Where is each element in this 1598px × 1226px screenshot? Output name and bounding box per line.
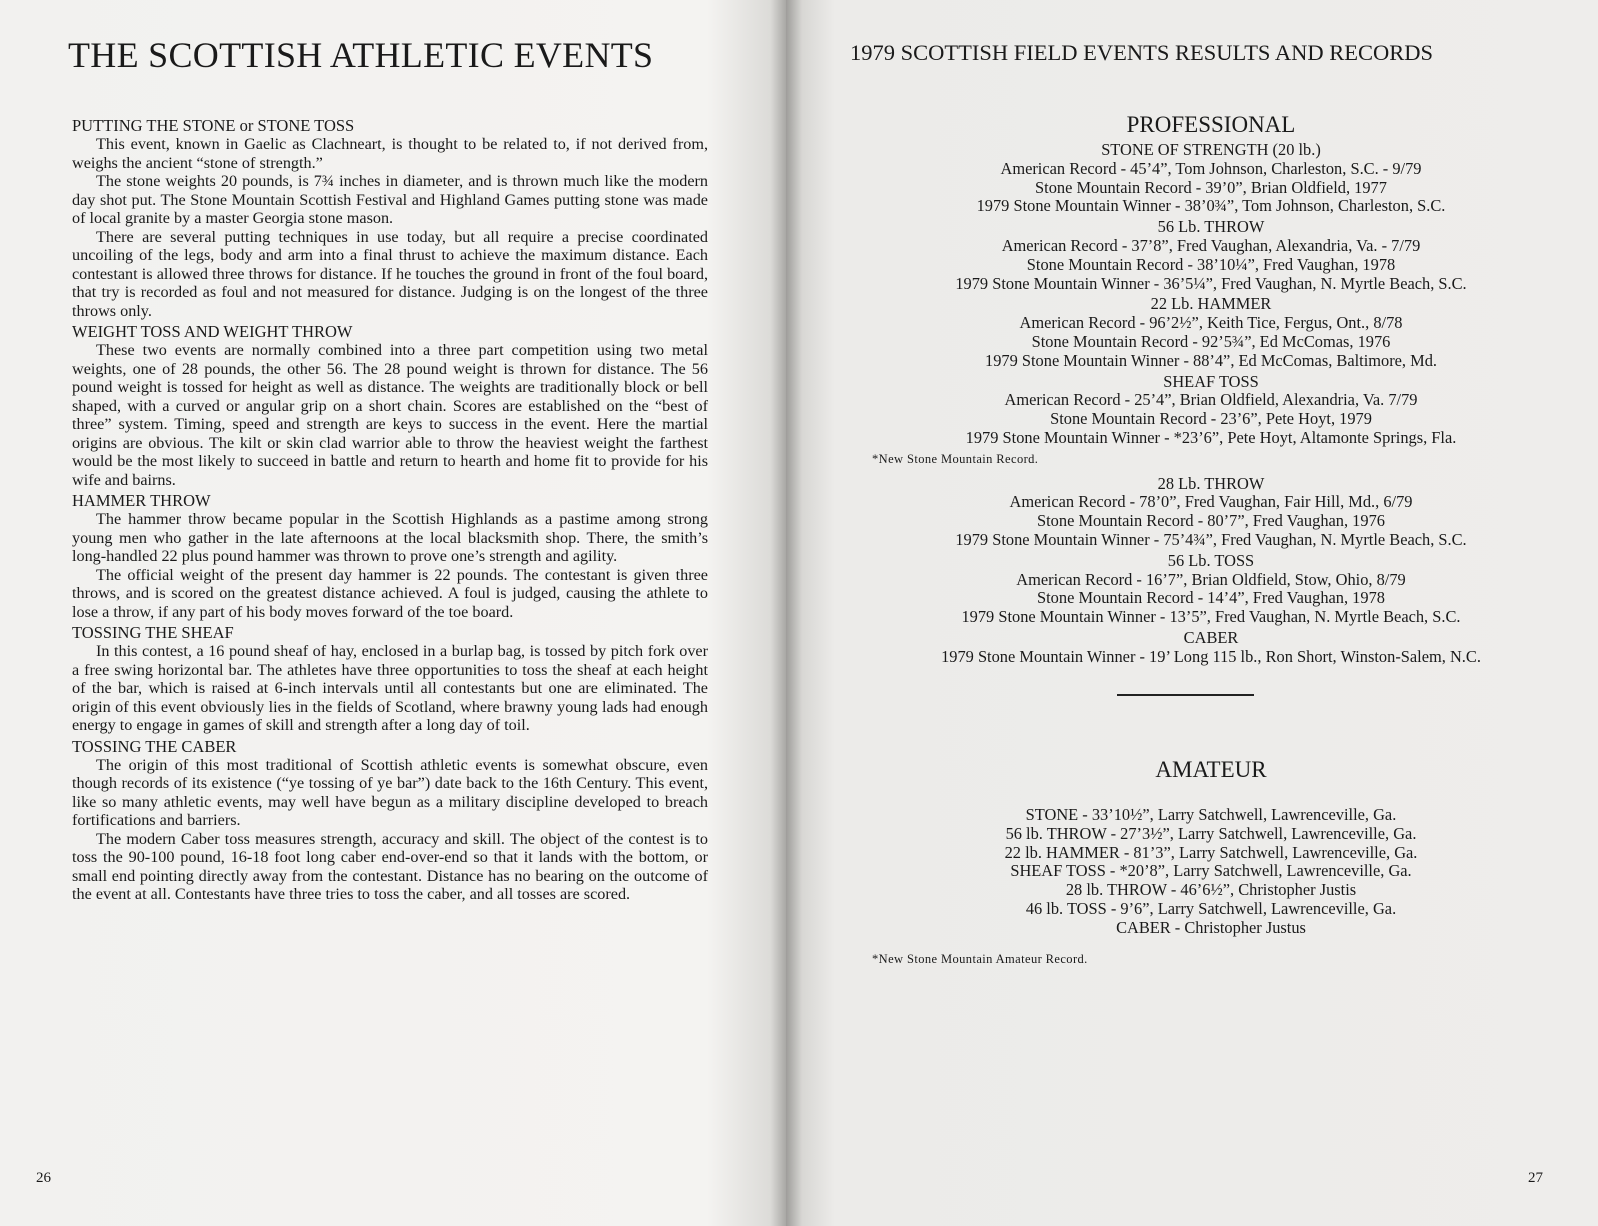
article-section bbox=[72, 322, 708, 489]
section-heading: TOSSING THE SHEAF bbox=[72, 623, 234, 642]
event-block bbox=[866, 295, 1556, 370]
article-section bbox=[72, 116, 708, 320]
event-name: 22 Lb. HAMMER bbox=[1150, 294, 1272, 314]
result-line: Stone Mountain Record - 23’6”, Pete Hoyt, 1979 bbox=[1050, 409, 1372, 429]
results-title: 1979 SCOTTISH FIELD EVENTS RESULTS AND RECORDS bbox=[850, 40, 1433, 65]
event-name: SHEAF TOSS bbox=[1163, 371, 1259, 391]
result-line: 1979 Stone Mountain Winner - 38’0¾”, Tom Johnson, Charleston, S.C. bbox=[976, 196, 1446, 216]
page-number: 27 bbox=[1528, 1170, 1543, 1186]
page-title: THE SCOTTISH ATHLETIC EVENTS bbox=[68, 35, 654, 75]
event-name: STONE OF STRENGTH (20 lb.) bbox=[1101, 140, 1321, 159]
event-block bbox=[866, 475, 1556, 550]
event-block bbox=[866, 552, 1556, 627]
paragraph: The official weight of the present day hammer is 22 pounds. The contestant is given three throws, and is scored on the greatest distance achieved. A foul is judged, causing the athlete to lose a throw, if any part of his body moves forward of the toe board. bbox=[72, 565, 708, 621]
page-number: 26 bbox=[36, 1170, 51, 1186]
result-line: Stone Mountain Record - 92’5¾”, Ed McComas, 1976 bbox=[1031, 331, 1391, 351]
section-heading: PUTTING THE STONE or STONE TOSS bbox=[72, 116, 355, 135]
result-line: 46 lb. TOSS - 9’6”, Larry Satchwell, Lawrenceville, Ga. bbox=[1025, 898, 1397, 918]
event-name: 56 Lb. TOSS bbox=[1167, 550, 1255, 570]
result-line: 1979 Stone Mountain Winner - 36’5¼”, Fred Vaughan, N. Myrtle Beach, S.C. bbox=[955, 273, 1467, 293]
event-name: CABER bbox=[1183, 627, 1239, 647]
left-page bbox=[0, 0, 786, 1226]
divider bbox=[1117, 694, 1254, 696]
paragraph: The hammer throw became popular in the Scottish Highlands as a pastime among strong young men who gather in the late afternoons at the local blacksmith shop. There, the smith’s long-handled 22 plus pound hammer was thrown to prove one’s strength and agility. bbox=[72, 510, 708, 565]
article-section bbox=[72, 491, 708, 621]
professional-heading: PROFESSIONAL bbox=[1126, 112, 1296, 137]
section-heading: WEIGHT TOSS AND WEIGHT THROW bbox=[72, 322, 353, 341]
result-line: CABER - Christopher Justus bbox=[1116, 917, 1306, 937]
footnote: *New Stone Mountain Amateur Record. bbox=[872, 951, 1088, 966]
section-heading: HAMMER THROW bbox=[72, 491, 211, 510]
result-line: Stone Mountain Record - 39’0”, Brian Oldfield, 1977 bbox=[1035, 177, 1387, 197]
result-line: Stone Mountain Record - 80’7”, Fred Vaughan, 1976 bbox=[1037, 511, 1385, 531]
footnote: *New Stone Mountain Record. bbox=[872, 451, 1039, 466]
paragraph: The stone weights 20 pounds, is 7¾ inches in diameter, and is thrown much like the modern day shot put. The Stone Mountain Scottish Festival and Highland Games putting stone was made of local granite by a master Georgia stone mason. bbox=[72, 172, 708, 227]
event-block bbox=[866, 218, 1556, 293]
result-line: 1979 Stone Mountain Winner - *23’6”, Pete Hoyt, Altamonte Springs, Fla. bbox=[965, 427, 1457, 447]
section-heading: TOSSING THE CABER bbox=[72, 736, 237, 756]
result-line: American Record - 37’8”, Fred Vaughan, Alexandria, Va. - 7/79 bbox=[1001, 235, 1421, 255]
result-line: 56 lb. THROW - 27’3½”, Larry Satchwell, Lawrenceville, Ga. bbox=[1005, 823, 1417, 843]
result-line: 1979 Stone Mountain Winner - 13’5”, Fred Vaughan, N. Myrtle Beach, S.C. bbox=[961, 607, 1461, 627]
paragraph: There are several putting techniques in use today, but all require a precise coordinated uncoiling of the legs, body and arm into a final thrust to achieve the maximum distance. Each contestant is allowed three throws for distance. If he touches the ground in front of the foul board, that try is recorded as foul and not measured for distance. Judging is on the longest of the three throws only. bbox=[72, 227, 708, 320]
result-line: STONE - 33’10½”, Larry Satchwell, Lawrenceville, Ga. bbox=[1025, 805, 1397, 824]
event-block bbox=[866, 629, 1556, 667]
result-line: 22 lb. HAMMER - 81’3”, Larry Satchwell, Lawrenceville, Ga. bbox=[1004, 842, 1418, 862]
paragraph: These two events are normally combined into a three part competition using two metal weights, one of 28 pounds, the other 56. The 28 pound weight is thrown for distance. The 56 pound weight is tossed for height as well as distance. The weights are traditionally block or bell shaped, with a curved or angular grip on a short chain. Scores are established on the “best of three” system. Timing, speed and strength are keys to success in the event. Here the martial origins are obvious. The kilt or skin clad warrior able to throw the heaviest weight the farthest would be the most likely to succeed in battle and return to hearth and home fit to provide for his wife and bairns. bbox=[72, 341, 708, 489]
result-line: 1979 Stone Mountain Winner - 88’4”, Ed McComas, Baltimore, Md. bbox=[985, 350, 1437, 370]
article-body bbox=[72, 116, 708, 906]
result-line: American Record - 16’7”, Brian Oldfield, Stow, Ohio, 8/79 bbox=[1016, 569, 1406, 589]
result-line: Stone Mountain Record - 38’10¼”, Fred Vaughan, 1978 bbox=[1026, 254, 1396, 274]
event-block bbox=[866, 373, 1556, 469]
result-line: American Record - 78’0”, Fred Vaughan, Fair Hill, Md., 6/79 bbox=[1009, 492, 1413, 512]
result-line: American Record - 25’4”, Brian Oldfield, Alexandria, Va. 7/79 bbox=[1004, 390, 1418, 410]
paragraph: In this contest, a 16 pound sheaf of hay, enclosed in a burlap bag, is tossed by pitch fork over a free swing horizontal bar. The athletes have three opportunities to toss the sheaf at each height of the bar, which is raised at 6-inch intervals until all contestants but one are eliminated. The origin of this event obviously lies in the fields of Scotland, where brawny young lads had enough energy to engage in games of skill and strength after a long day of toil. bbox=[72, 642, 708, 734]
event-block bbox=[866, 141, 1556, 216]
result-line: SHEAF TOSS - *20’8”, Larry Satchwell, Lawrenceville, Ga. bbox=[1010, 861, 1412, 881]
professional-section bbox=[866, 111, 1556, 669]
result-line: American Record - 96’2½”, Keith Tice, Fergus, Ont., 8/78 bbox=[1019, 313, 1403, 333]
amateur-section bbox=[866, 756, 1556, 974]
result-line: 1979 Stone Mountain Winner - 19’ Long 115 lb., Ron Short, Winston-Salem, N.C. bbox=[941, 646, 1481, 666]
result-line: American Record - 45’4”, Tom Johnson, Charleston, S.C. - 9/79 bbox=[1000, 158, 1422, 178]
article-section bbox=[72, 623, 708, 735]
result-line: 28 lb. THROW - 46’6½”, Christopher Justis bbox=[1065, 880, 1357, 900]
event-name: 56 Lb. THROW bbox=[1157, 217, 1265, 237]
paragraph: This event, known in Gaelic as Clachneart, is thought to be related to, if not derived from, weighs the ancient “stone of strength.” bbox=[72, 135, 708, 172]
article-section bbox=[72, 737, 708, 904]
result-line: Stone Mountain Record - 14’4”, Fred Vaughan, 1978 bbox=[1037, 588, 1385, 608]
amateur-heading: AMATEUR bbox=[1155, 757, 1267, 782]
event-name: 28 Lb. THROW bbox=[1157, 473, 1265, 493]
paragraph: The origin of this most traditional of Scottish athletic events is somewhat obscure, even though records of its existence (“ye tossing of ye bar”) date back to the 16th Century. This event, like so many athletic events, may well have begun as a military discipline developed to breach fortifications and barriers. bbox=[72, 755, 708, 829]
result-line: 1979 Stone Mountain Winner - 75’4¾”, Fred Vaughan, N. Myrtle Beach, S.C. bbox=[955, 529, 1467, 549]
paragraph: The modern Caber toss measures strength, accuracy and skill. The object of the contest is to toss the 90-100 pound, 16-18 foot long caber end-over-end so that it lands with the bottom, or small end pointing directly away from the contestant. Distance has no bearing on the outcome of the event at all. Contestants have three tries to toss the caber, and all tosses are scored. bbox=[72, 829, 708, 903]
